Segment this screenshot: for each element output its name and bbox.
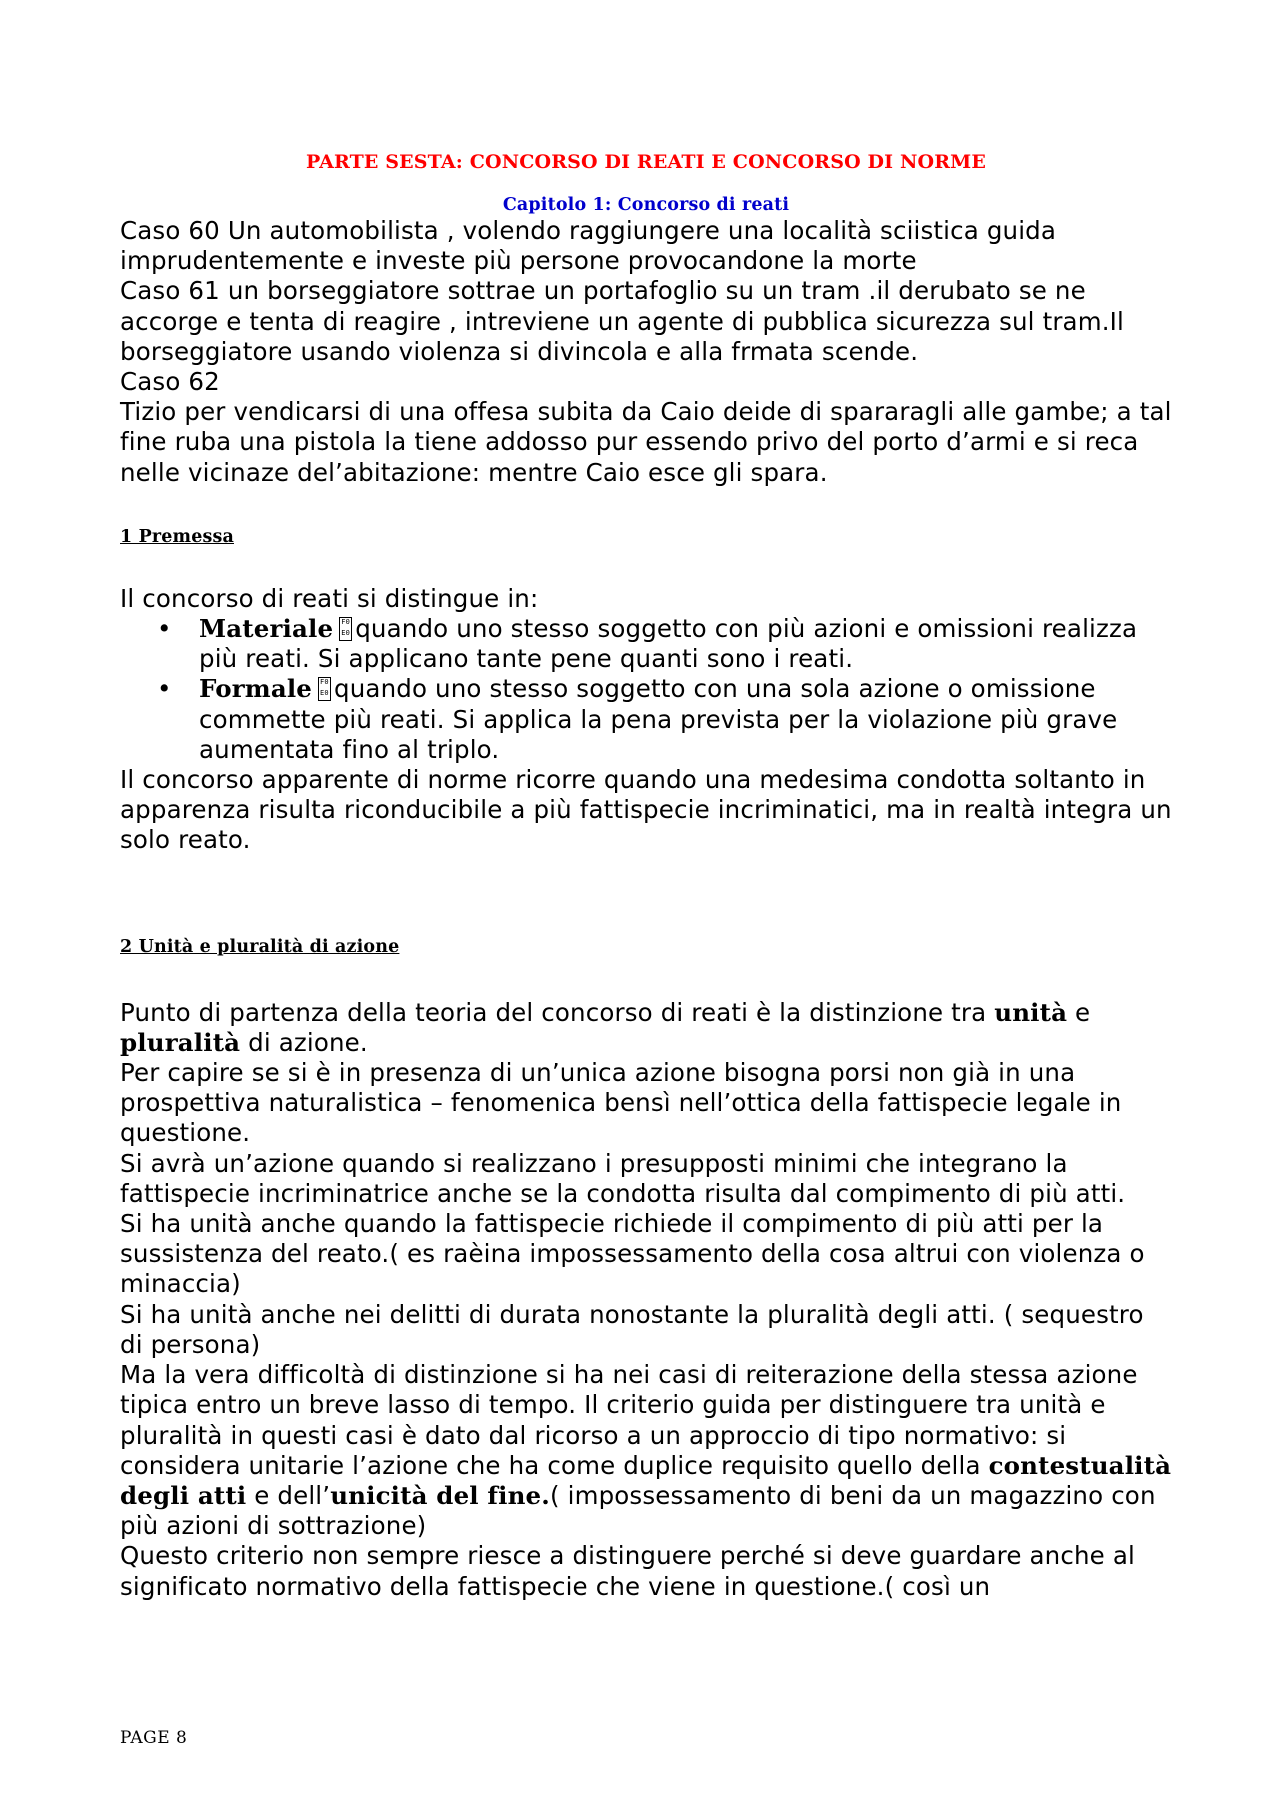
term-formale: Formale bbox=[199, 674, 313, 704]
section1-intro: Il concorso di reati si distingue in: bbox=[120, 583, 539, 613]
definition-materiale: quando uno stesso soggetto con più azioni e omissioni realizza più reati. Si applicano tante pene quanti sono i reati. bbox=[199, 614, 1138, 674]
list-item-formale bbox=[120, 674, 1172, 765]
bullet-icon: • bbox=[157, 674, 172, 704]
section1-closing: Il concorso apparente di norme ricorre quando una medesima condotta soltanto in apparenza risulta riconducibile a più fattispecie incriminatici, ma in realtà integra un solo reato. bbox=[120, 765, 1172, 855]
missing-glyph-icon bbox=[339, 617, 352, 641]
definition-formale: quando uno stesso soggetto con una sola azione o omissione commette più reati. Si applica la pena prevista per la violazione più grave aumentata fino al triplo. bbox=[199, 674, 1118, 764]
text-run: Punto di partenza della teoria del concorso di reati è la distinzione tra bbox=[120, 997, 995, 1027]
term-materiale: Materiale bbox=[199, 614, 334, 644]
text-run: di azione. bbox=[240, 1027, 368, 1057]
section2-paragraph-7: Questo criterio non sempre riesce a distinguere perché si deve guardare anche al significato normativo della fattispecie che viene in questione.( così un bbox=[120, 1541, 1135, 1601]
text-run: Ma la vera difficoltà di distinzione si ha nei casi di reiterazione della stessa azione tipica entro un breve lasso di tempo. Il criterio guida per distinguere tra unità e pluralità in questi casi è dato dal ricorso a un approccio di tipo normativo: si considera unitarie l’azione che ha come duplice requisito quello della bbox=[120, 1360, 1138, 1480]
section-heading-premessa: 1 Premessa bbox=[120, 526, 234, 547]
text-run: e dell’ bbox=[246, 1480, 331, 1510]
section2-paragraph-4: Si ha unità anche quando la fattispecie richiede il compimento di più atti per la sussistenza del reato.( es raèina impossessamento della cosa altrui con violenza o minaccia) bbox=[120, 1209, 1145, 1299]
part-title: PARTE SESTA: CONCORSO DI REATI E CONCORSO DI NORME bbox=[306, 151, 986, 173]
concorso-types-list bbox=[120, 614, 1172, 765]
bold-unicita: unicità del fine. bbox=[330, 1480, 550, 1510]
case-62-text: Tizio per vendicarsi di una offesa subita da Caio deide di spararagli alle gambe; a tal fine ruba una pistola la tiene addosso pur essendo privo del porto d’armi e si reca nelle vicinaze del’abitazione: mentre Caio esce gli spara. bbox=[120, 397, 1172, 487]
section2-paragraph-3: Si avrà un’azione quando si realizzano i presupposti minimi che integrano la fattispecie incriminatrice anche se la condotta risulta dal compimento di più atti. bbox=[120, 1148, 1126, 1208]
section2-paragraph-5: Si ha unità anche nei delitti di durata nonostante la pluralità degli atti. ( sequestro di persona) bbox=[120, 1299, 1144, 1359]
bold-unita: unità bbox=[994, 997, 1068, 1027]
page-number-footer: PAGE 8 bbox=[120, 1728, 188, 1748]
text-run: e bbox=[1067, 997, 1091, 1027]
chapter-title: Capitolo 1: Concorso di reati bbox=[502, 195, 790, 215]
section-heading-unita: 2 Unità e pluralità di azione bbox=[120, 936, 400, 957]
case-60: Caso 60 Un automobilista , volendo raggiungere una località sciistica guida imprudentemente e investe più persone provocandone la morte bbox=[120, 216, 1057, 276]
case-62-label: Caso 62 bbox=[120, 367, 220, 397]
missing-glyph-icon bbox=[318, 677, 331, 701]
section2-paragraph-2: Per capire se si è in presenza di un’unica azione bisogna porsi non già in una prospettiva naturalistica – fenomenica bensì nell’ottica della fattispecie legale in questione. bbox=[120, 1058, 1122, 1148]
bold-pluralita: pluralità bbox=[120, 1027, 241, 1057]
bullet-icon: • bbox=[157, 614, 172, 644]
list-item-materiale bbox=[120, 614, 1172, 674]
case-61: Caso 61 un borseggiatore sottrae un portafoglio su un tram .il derubato se ne accorge e tenta di reagire , intreviene un agente di pubblica sicurezza sul tram.Il borseggiatore usando violenza si divincola e alla frmata scende. bbox=[120, 276, 1124, 366]
section2-paragraph-1 bbox=[120, 998, 1172, 1058]
text-run: ( impossessamento di beni da un magazzino con più azioni di sottrazione) bbox=[120, 1480, 1156, 1541]
bold-contestualita: contestualità degli atti bbox=[120, 1450, 1172, 1510]
section2-paragraph-6 bbox=[120, 1360, 1172, 1541]
page-content bbox=[120, 150, 1172, 1602]
